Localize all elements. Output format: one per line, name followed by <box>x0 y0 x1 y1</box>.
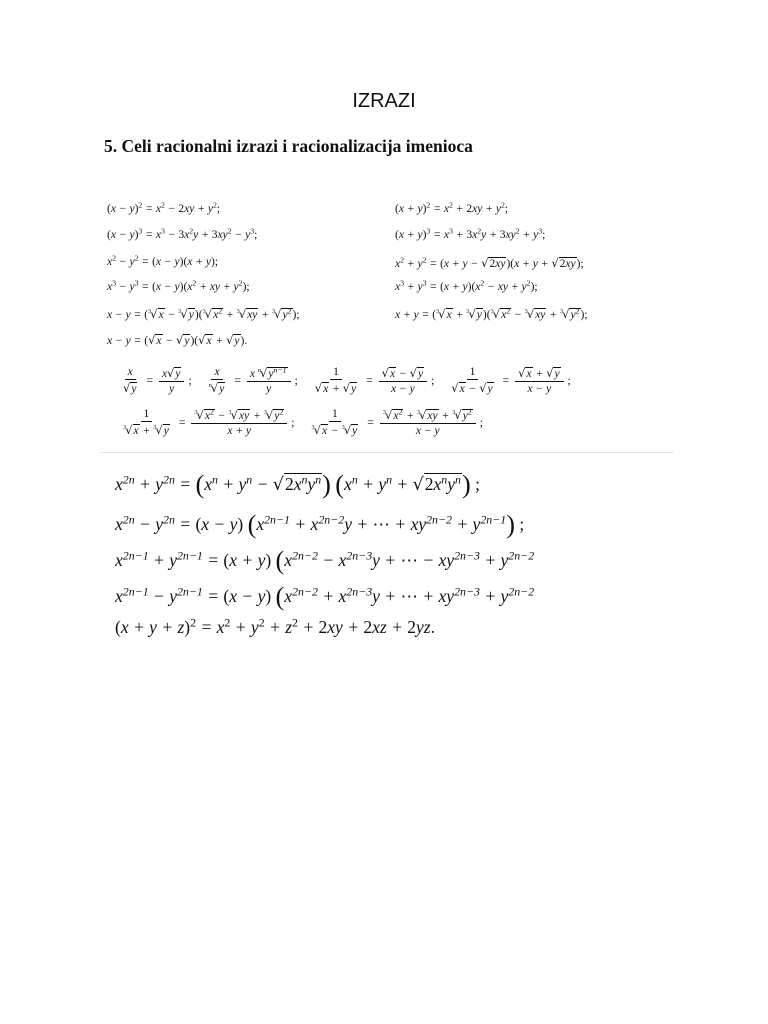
formula-sum-even-powers: $x^{2n} + y^{2n} = (x^n + y^n - √2x^ny^n) (x^n + y^n + √2x^ny^n)$ ; <box>115 470 480 499</box>
identity-cube-sum: $(x + y)^3 = x^3 + 3x^2y + 3xy^2 + y^3$; <box>395 226 546 241</box>
identity-cube-difference: $(x - y)^3 = x^3 - 3x^2y + 3xy^2 - y^3$; <box>107 226 258 241</box>
identity-difference-of-cubes: $x^3 - y^3 = (x - y)(x^2$ + xy + $y^2$); <box>107 278 250 293</box>
formula-difference-odd-powers: $x^{2n-1} - y^{2n-1} = (x - y) (x^{2n-2} + x^{2n-3}y$ + ⋯ + $xy^{2n-3} + y^{2n-2}$ <box>115 582 535 611</box>
identity-sum-cube-roots: $x + y = (^3√x + ^3√y)(^3√x^2 - ^3√xy + ^3√y^2)$; <box>395 306 588 321</box>
rationalization-row-1: $\frac{x}{√y}$ = $\frac{x√y}{y}$ ; $\frac{x}{^n√y}$ = $\frac{x ^n√y^{n-1}}{y}$ ; $\frac{1}{√x + √y}$ = $\frac{√x - √y}{x - y}$ ; $\frac{1}{√x - √y}$ = $\frac{√x + √y}{x - y}$ ; <box>123 365 571 395</box>
identity-sum-of-cubes: $x^3 + y^3 = (x + y)(x^2$ − xy + $y^2$); <box>395 278 538 293</box>
identity-difference-cube-roots: $x - y = (^3√x - ^3√y)(^3√x^2 + ^3√xy + ^3√y^2)$; <box>107 306 300 321</box>
rationalization-row-2: $\frac{1}{^3√x + ^3√y}$ = $\frac{^3√x^2 - ^3√xy + ^3√y^2}{x + y}$ ; $\frac{1}{^3√x - ^3√y}$ = $\frac{^3√x^2 + ^3√xy + ^3√y^2}{x - y}$ ; <box>123 407 483 437</box>
identity-square-difference: $(x - y)^2 = x^2 - 2xy + y^2$; <box>107 200 221 215</box>
identity-difference-of-squares: $x^2 - y^2 = (x - y)(x + y)$; <box>107 253 219 268</box>
formula-trinomial-square: $(x + y + z)^2 = x^2 + y^2 + z^2 + 2xy + 2xz + 2yz$. <box>115 615 435 637</box>
formula-difference-even-powers: $x^{2n} - y^{2n} = (x - y) (x^{2n-1} + x^{2n-2}y$ + ⋯ + $xy^{2n-2} + y^{2n-1}$) ; <box>115 510 525 539</box>
page-title: IZRAZI <box>352 90 416 112</box>
divider <box>100 452 674 453</box>
section-title: 5. Celi racionalni izrazi i racionalizacija imenioca <box>104 136 473 156</box>
identity-sum-of-squares: $x^2 + y^2 = (x + y - √2xy)(x + y + √2xy)$; <box>395 255 584 270</box>
identity-difference-square-roots: x − y = (√x − √y)(√x + √y). <box>107 333 248 347</box>
identity-square-sum: $(x + y)^2 = x^2 + 2xy + y^2$; <box>395 200 509 215</box>
formula-sum-odd-powers: $x^{2n-1} + y^{2n-1} = (x + y) (x^{2n-2} - x^{2n-3}y$ + ⋯ − $xy^{2n-3} + y^{2n-2}$ <box>115 546 535 575</box>
